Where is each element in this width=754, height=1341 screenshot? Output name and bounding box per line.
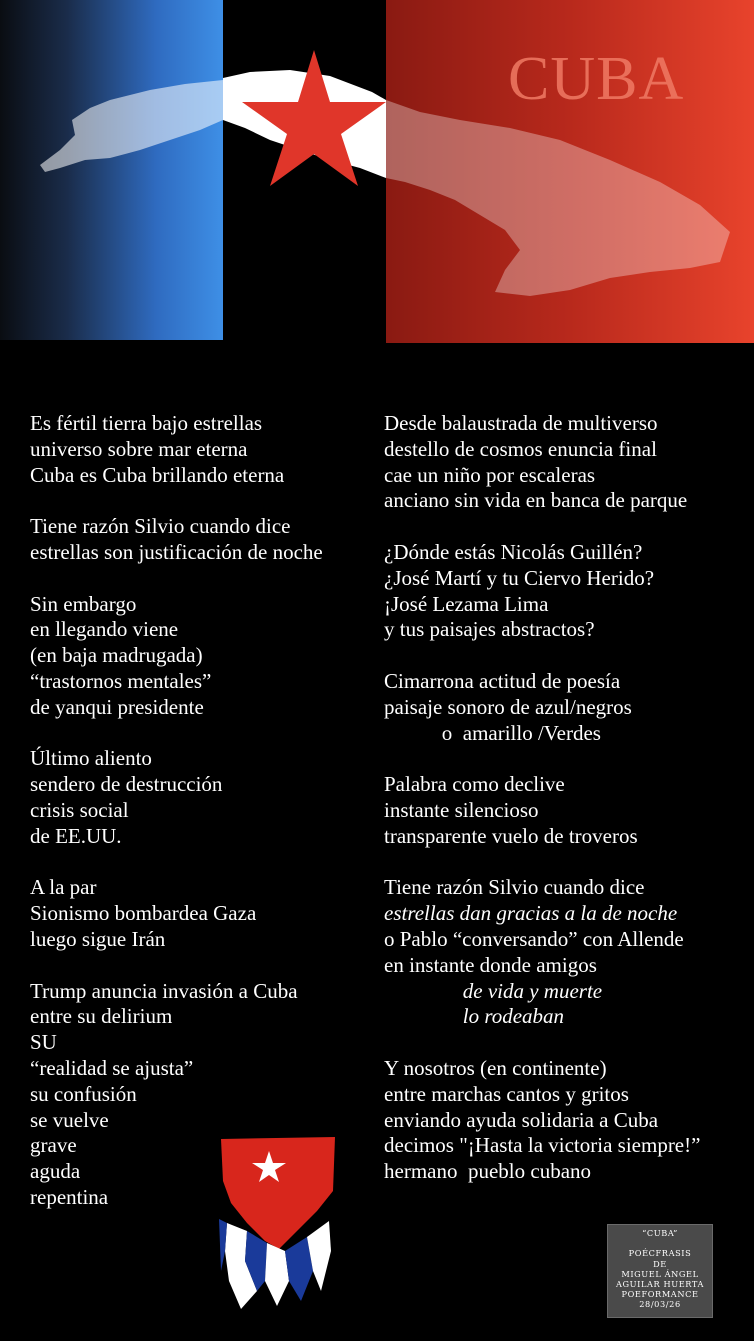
poem-line: grave — [30, 1133, 77, 1158]
poem-line: transparente vuelo de troveros — [384, 823, 638, 848]
poem-line: universo sobre mar eterna — [30, 436, 248, 461]
poem-line — [30, 566, 323, 592]
poem-line: Último aliento — [30, 746, 152, 771]
poem-line — [384, 850, 700, 876]
poem-line: anciano sin vida en banca de parque — [384, 488, 688, 513]
poem-line: decimos "¡Hasta la victoria siempre!” — [384, 1133, 701, 1158]
credit-line: MIGUEL ÁNGEL — [621, 1268, 699, 1279]
poem-line: entre su delirium — [30, 1004, 173, 1029]
poem-line: de EE.UU. — [30, 823, 122, 848]
poem-line: cae un niño por escaleras — [384, 462, 596, 487]
credit-line: DE — [653, 1258, 667, 1269]
poem-line: ¿José Martí y tu Ciervo Herido? — [384, 565, 655, 590]
poem-line: Trump anuncia invasión a Cuba — [30, 978, 298, 1003]
poem-line: en llegando viene — [30, 617, 179, 642]
poem-line — [30, 850, 323, 876]
poem-line: crisis social — [30, 797, 129, 822]
credit-line: “CUBA” — [642, 1228, 678, 1238]
poem-line: destello de cosmos enuncia final — [384, 436, 657, 461]
poem-line: (en baja madrugada) — [30, 643, 203, 668]
poem-line: Y nosotros (en continente) — [384, 1055, 607, 1080]
poem-line: Tiene razón Silvio cuando dice — [30, 514, 291, 539]
poem-line: ¿Dónde estás Nicolás Guillén? — [384, 539, 643, 564]
poem-line: y tus paisajes abstractos? — [384, 617, 595, 642]
credit-line: 28/03/26 — [639, 1299, 681, 1310]
poem-line: Desde balaustrada de multiverso — [384, 411, 658, 435]
cuba-map-east-segment — [386, 100, 730, 296]
poem-line: instante silencioso — [384, 797, 539, 822]
credit-line: POEFORMANCE — [621, 1289, 699, 1300]
poem-line: “trastornos mentales” — [30, 668, 212, 693]
poem-line: paisaje sonoro de azul/negros — [384, 694, 632, 719]
poem-line: repentina — [30, 1184, 109, 1209]
banner-title: CUBA — [508, 45, 685, 113]
poem-line — [384, 514, 700, 540]
poem-line: enviando ayuda solidaria a Cuba — [384, 1107, 659, 1132]
credit-line: AGUILAR HUERTA — [615, 1279, 705, 1290]
credit-line: POÉCFRASIS — [628, 1248, 692, 1259]
credit-line — [608, 1238, 712, 1248]
poem-line: entre marchas cantos y gritos — [384, 1081, 629, 1106]
poem-line: su confusión — [30, 1081, 137, 1106]
poem-line — [384, 643, 700, 669]
poem-line: aguda — [30, 1159, 81, 1184]
poem-line: Palabra como declive — [384, 772, 565, 797]
poem-line: o amarillo /Verdes — [384, 720, 601, 745]
poem-left-column — [30, 411, 323, 1211]
poem-line: Es fértil tierra bajo estrellas — [30, 411, 263, 435]
poem-line: “realidad se ajusta” — [30, 1055, 194, 1080]
poem-line: Cuba es Cuba brillando eterna — [30, 462, 285, 487]
poem-line: Cimarrona actitud de poesía — [384, 668, 621, 693]
poem-line — [30, 721, 323, 747]
poem-line — [30, 953, 323, 979]
cuban-flag-icon — [217, 1131, 338, 1316]
poem-line: de vida y muerte — [384, 978, 603, 1003]
poem-line: sendero de destrucción — [30, 772, 223, 797]
poem-right-column — [384, 411, 700, 1185]
poem-line: Tiene razón Silvio cuando dice — [384, 875, 645, 900]
poem-line: de yanqui presidente — [30, 694, 204, 719]
credit-box — [607, 1224, 713, 1318]
poem-line: o Pablo “conversando” con Allende — [384, 926, 684, 951]
poem-line: hermano pueblo cubano — [384, 1159, 592, 1184]
poem-line: Sionismo bombardea Gaza — [30, 901, 257, 926]
poem-line: A la par — [30, 875, 97, 900]
poem-line — [384, 1030, 700, 1056]
poem-line — [30, 488, 323, 514]
poem-line — [384, 746, 700, 772]
header-banner — [0, 0, 754, 345]
poem-line: en instante donde amigos — [384, 952, 597, 977]
poem-line: luego sigue Irán — [30, 926, 166, 951]
poem-line: estrellas dan gracias a la de noche — [384, 901, 678, 926]
poem-line: SU — [30, 1030, 57, 1055]
poem-line: Sin embargo — [30, 591, 137, 616]
poem-line: estrellas son justificación de noche — [30, 539, 323, 564]
poem-line: se vuelve — [30, 1107, 109, 1132]
poem-line: lo rodeaban — [384, 1004, 565, 1029]
poem-line: ¡José Lezama Lima — [384, 591, 549, 616]
cuba-map-west-segment — [40, 80, 223, 172]
